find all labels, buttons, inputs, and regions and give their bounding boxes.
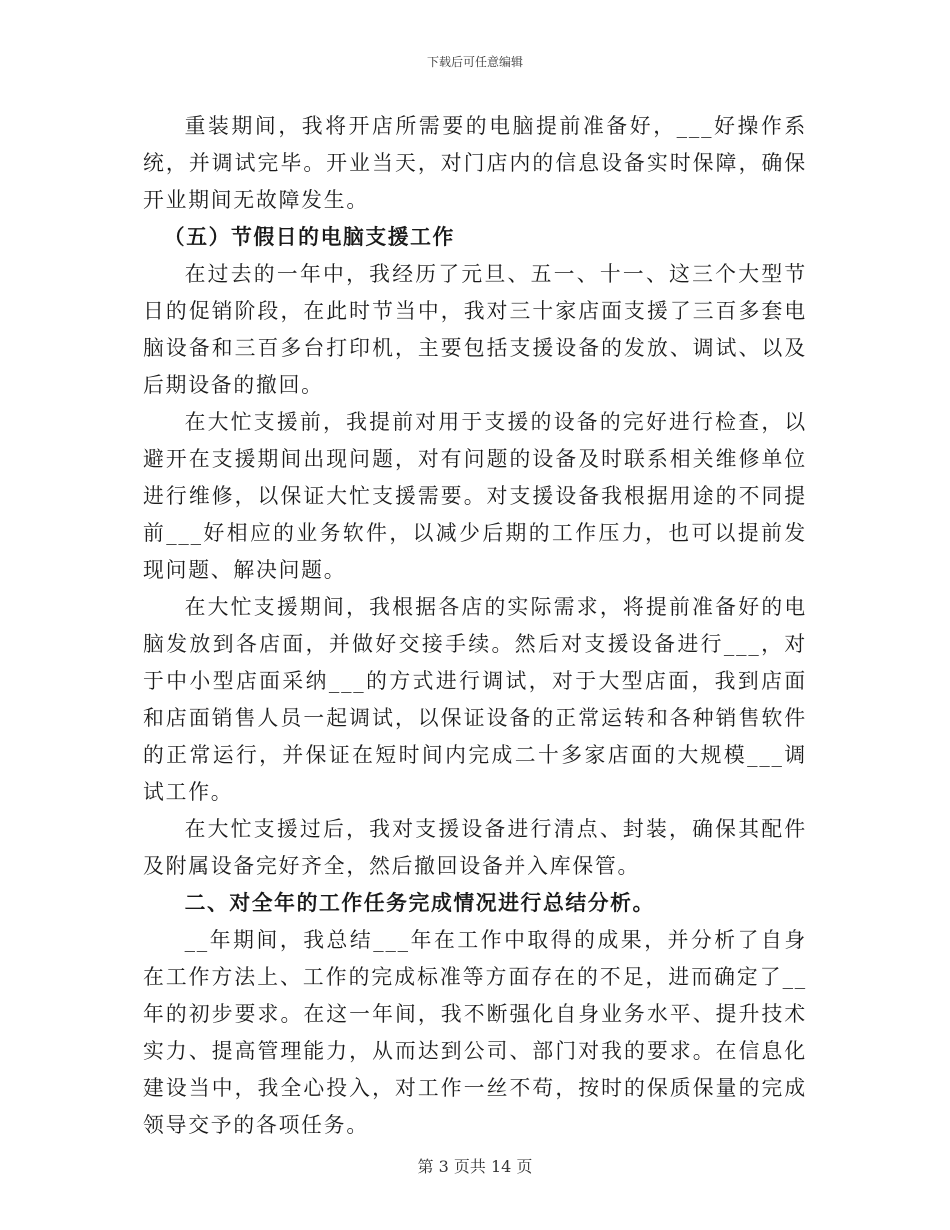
paragraph-before-support: 在大忙支援前，我提前对用于支援的设备的完好进行检查，以避开在支援期间出现问题，对有问题的设备及时联系相关维修单位进行维修，以保证大忙支援需要。对支援设备我根据用途的不同提前___好相应的业务软件，以减少后期的工作压力，也可以提前发现问题、解决问题。 bbox=[143, 410, 807, 582]
document-body bbox=[143, 108, 807, 1144]
paragraph-during-support: 在大忙支援期间，我根据各店的实际需求，将提前准备好的电脑发放到各店面，并做好交接手续。然后对支援设备进行___，对于中小型店面采纳___的方式进行调试，对于大型店面，我到店面和店面销售人员一起调试，以保证设备的正常运转和各种销售软件的正常运行，并保证在短时间内完成二十多家店面的大规模___调试工作。 bbox=[143, 595, 807, 804]
section-heading-annual-summary: 二、对全年的工作任务完成情况进行总结分析。 bbox=[184, 891, 655, 915]
page-number: 第 3 页共 14 页 bbox=[417, 1157, 533, 1176]
paragraph-after-support: 在大忙支援过后，我对支援设备进行清点、封装，确保其配件及附属设备完好齐全，然后撤回设备并入库保管。 bbox=[143, 817, 807, 878]
paragraph-reinstall-period: 重装期间，我将开店所需要的电脑提前准备好，___好操作系统，并调试完毕。开业当天，对门店内的信息设备实时保障，确保开业期间无故障发生。 bbox=[143, 114, 807, 212]
paragraph-past-year: 在过去的一年中，我经历了元旦、五一、十一、这三个大型节日的促销阶段，在此时节当中，我对三十家店面支援了三百多套电脑设备和三百多台打印机，主要包括支援设备的发放、调试、以及后期设备的撤回。 bbox=[143, 262, 807, 397]
page-header-note: 下载后可任意编辑 bbox=[426, 55, 523, 69]
paragraph-annual-summary: __年期间，我总结___年在工作中取得的成果，并分析了自身在工作方法上、工作的完成标准等方面存在的不足，进而确定了__年的初步要求。在这一年间，我不断强化自身业务水平、提升技术实力、提高管理能力，从而达到公司、部门对我的要求。在信息化建设当中，我全心投入，对工作一丝不苟，按时的保质保量的完成领导交予的各项任务。 bbox=[143, 928, 807, 1137]
section-heading-holiday-support: （五）节假日的电脑支援工作 bbox=[163, 225, 455, 249]
